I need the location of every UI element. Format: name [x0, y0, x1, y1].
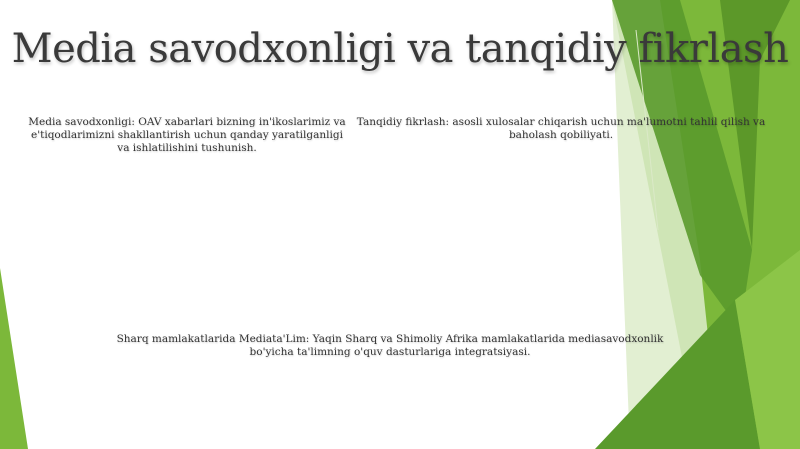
eastern-countries-paragraph: Sharq mamlakatlarida Mediata'Lim: Yaqin Sharq va Shimoliy Afrika mamlakatlarida mediasavodxonlik bo'yicha ta'limning o'quv dasturlariga integratsiyasi.: [116, 333, 664, 358]
slide-title: Media savodxonligi va tanqidiy fikrlash: [11, 26, 789, 72]
critical-thinking-paragraph: Tanqidiy fikrlash: asosli xulosalar chiqarish uchun ma'lumotni tahlil qilish va baholash qobiliyati.: [356, 116, 766, 141]
left-green-sliver: [0, 268, 28, 449]
media-literacy-paragraph: Media savodxonligi: OAV xabarlari bizning in'ikoslarimiz va e'tiqodlarimizni shakllantirish uchun qanday yaratilganligi va ishlatilishini tushunish.: [28, 116, 346, 154]
